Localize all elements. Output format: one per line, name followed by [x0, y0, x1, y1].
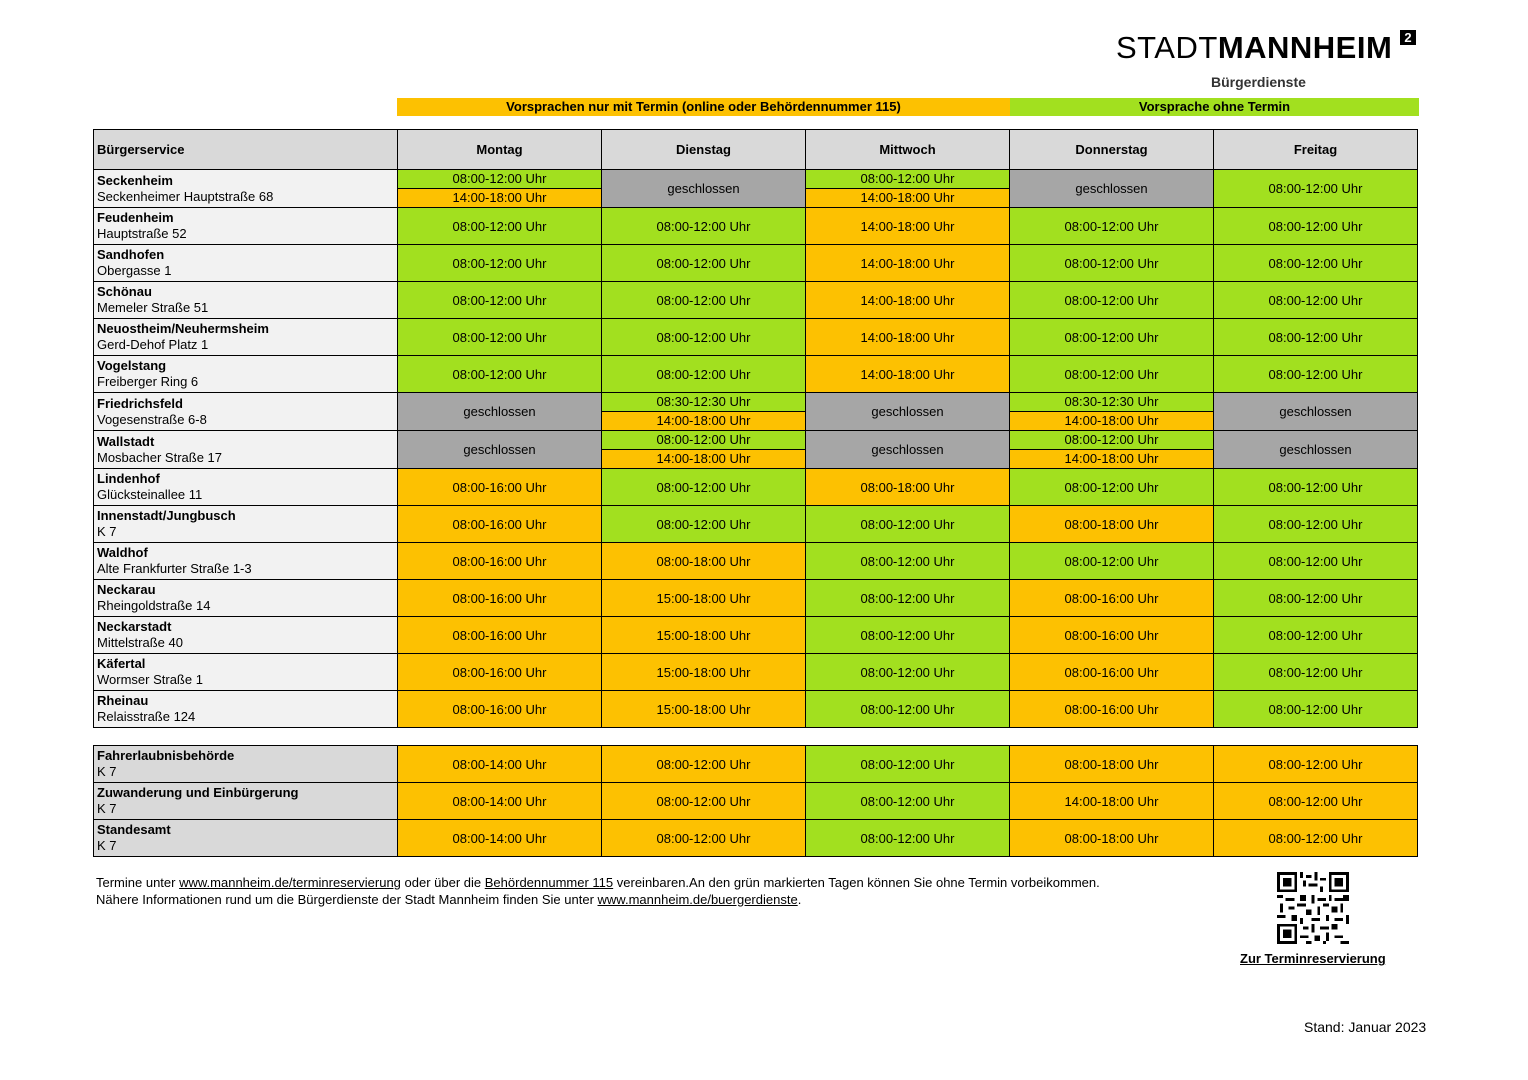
hours-cell: 08:00-12:00 Uhr — [1010, 356, 1214, 393]
closed-cell: geschlossen — [806, 393, 1010, 431]
location-cell — [94, 543, 398, 580]
hours-cell: 08:00-16:00 Uhr — [1010, 691, 1214, 728]
hours-cell: 15:00-18:00 Uhr — [602, 580, 806, 617]
hours-slot: 14:00-18:00 Uhr — [806, 188, 1009, 207]
hours-cell: 08:00-16:00 Uhr — [398, 469, 602, 506]
table-row — [94, 393, 1418, 431]
hours-cell: 08:00-12:00 Uhr — [602, 820, 806, 857]
location-name: Standesamt — [97, 822, 171, 837]
special-services-table — [93, 745, 1418, 857]
location-address: Obergasse 1 — [97, 263, 172, 278]
hours-cell: 08:00-18:00 Uhr — [806, 469, 1010, 506]
hours-cell: 08:00-12:00 Uhr — [398, 319, 602, 356]
hours-cell: 08:00-12:00 Uhr — [602, 245, 806, 282]
hours-cell: 08:00-12:00 Uhr — [806, 783, 1010, 820]
table-row — [94, 245, 1418, 282]
logo-superscript: 2 — [1400, 30, 1416, 45]
location-name: Vogelstang — [97, 358, 167, 373]
link-buergerdienste[interactable]: www.mannheim.de/buergerdienste — [597, 892, 798, 907]
location-address: Wormser Straße 1 — [97, 672, 203, 687]
location-address: Mittelstraße 40 — [97, 635, 183, 650]
hours-cell: 08:00-12:00 Uhr — [806, 617, 1010, 654]
table-row — [94, 469, 1418, 506]
table-row — [94, 506, 1418, 543]
location-name: Rheinau — [97, 693, 149, 708]
location-address: Memeler Straße 51 — [97, 300, 209, 315]
hours-cell: 08:00-12:00 Uhr — [1010, 543, 1214, 580]
footer-text: . — [797, 892, 802, 907]
hours-cell: 14:00-18:00 Uhr — [1010, 783, 1214, 820]
hours-cell: 08:00-12:00 Uhr — [806, 654, 1010, 691]
location-cell — [94, 617, 398, 654]
location-address: Hauptstraße 52 — [97, 226, 187, 241]
header-buergerservice: Bürgerservice — [94, 130, 398, 170]
hours-cell: 08:00-12:00 Uhr — [806, 580, 1010, 617]
location-address: K 7 — [97, 764, 117, 779]
footer-text: Nähere Informationen rund um die Bürgerdienste der Stadt Mannheim finden Sie unter — [96, 892, 598, 907]
hours-cell: 08:00-18:00 Uhr — [1010, 506, 1214, 543]
location-cell — [94, 820, 398, 857]
location-name: Fahrerlaubnisbehörde — [97, 748, 235, 763]
hours-cell-split — [398, 170, 602, 208]
status-date: Stand: Januar 2023 — [1304, 1019, 1427, 1035]
location-name: Feudenheim — [97, 210, 174, 225]
location-cell — [94, 783, 398, 820]
location-name: Neckarau — [97, 582, 156, 597]
hours-cell: 08:00-12:00 Uhr — [398, 356, 602, 393]
logo-wordmark — [1116, 30, 1426, 66]
hours-cell: 14:00-18:00 Uhr — [806, 245, 1010, 282]
link-behoerdennummer[interactable]: Behördennummer 115 — [484, 875, 614, 890]
qr-code-icon[interactable] — [1276, 872, 1350, 944]
legend-walk-in: Vorsprache ohne Termin — [1010, 98, 1419, 116]
location-name: Waldhof — [97, 545, 148, 560]
table-row — [94, 654, 1418, 691]
hours-cell: 08:00-16:00 Uhr — [398, 543, 602, 580]
location-cell — [94, 393, 398, 431]
closed-cell: geschlossen — [398, 431, 602, 469]
hours-cell: 08:00-12:00 Uhr — [1214, 820, 1418, 857]
logo-mannheim: MANNHEIM — [1217, 30, 1393, 65]
hours-cell: 08:00-16:00 Uhr — [1010, 617, 1214, 654]
hours-cell: 08:00-16:00 Uhr — [398, 654, 602, 691]
hours-cell: 08:00-14:00 Uhr — [398, 783, 602, 820]
location-address: Freiberger Ring 6 — [97, 374, 199, 389]
hours-cell: 08:00-12:00 Uhr — [1214, 356, 1418, 393]
hours-cell: 08:00-12:00 Uhr — [1010, 469, 1214, 506]
location-name: Sandhofen — [97, 247, 165, 262]
footer-text: vereinbaren.An den grün markierten Tagen können Sie ohne Termin vorbeikommen. — [613, 875, 1100, 890]
footer-text: oder über die — [400, 875, 485, 890]
table-row — [94, 820, 1418, 857]
location-cell — [94, 245, 398, 282]
hours-slot: 14:00-18:00 Uhr — [602, 411, 805, 430]
location-address: Seckenheimer Hauptstraße 68 — [97, 188, 274, 204]
hours-cell-split — [1010, 393, 1214, 431]
location-cell — [94, 469, 398, 506]
hours-slot: 14:00-18:00 Uhr — [398, 188, 601, 207]
hours-cell: 08:00-12:00 Uhr — [602, 356, 806, 393]
table-row — [94, 208, 1418, 245]
table-row — [94, 282, 1418, 319]
hours-cell: 08:00-12:00 Uhr — [1214, 617, 1418, 654]
location-cell — [94, 580, 398, 617]
hours-cell: 08:00-12:00 Uhr — [602, 469, 806, 506]
hours-cell-split — [806, 170, 1010, 208]
hours-cell: 14:00-18:00 Uhr — [806, 282, 1010, 319]
hours-slot: 08:30-12:30 Uhr — [1010, 393, 1213, 411]
location-address: Mosbacher Straße 17 — [97, 449, 223, 465]
closed-cell: geschlossen — [602, 170, 806, 208]
location-address: Alte Frankfurter Straße 1-3 — [97, 561, 252, 576]
closed-cell: geschlossen — [398, 393, 602, 431]
table-row — [94, 319, 1418, 356]
hours-cell: 08:00-12:00 Uhr — [806, 543, 1010, 580]
hours-cell: 08:00-12:00 Uhr — [1214, 170, 1418, 208]
hours-slot: 08:30-12:30 Uhr — [602, 393, 805, 411]
hours-cell: 08:00-12:00 Uhr — [1214, 783, 1418, 820]
location-address: Vogesenstraße 6-8 — [97, 411, 207, 427]
hours-cell: 14:00-18:00 Uhr — [806, 208, 1010, 245]
hours-cell: 08:00-18:00 Uhr — [602, 543, 806, 580]
location-address: Rheingoldstraße 14 — [97, 598, 211, 613]
table-row — [94, 356, 1418, 393]
hours-cell: 08:00-14:00 Uhr — [398, 820, 602, 857]
hours-cell: 08:00-18:00 Uhr — [1010, 820, 1214, 857]
link-terminreservierung[interactable]: www.mannheim.de/terminreservierung — [179, 875, 401, 890]
location-cell — [94, 319, 398, 356]
hours-cell: 08:00-12:00 Uhr — [1214, 282, 1418, 319]
hours-cell: 08:00-12:00 Uhr — [398, 245, 602, 282]
footer-line-1 — [96, 874, 1100, 891]
header-mittwoch: Mittwoch — [806, 130, 1010, 170]
hours-cell: 08:00-16:00 Uhr — [1010, 654, 1214, 691]
hours-cell: 08:00-16:00 Uhr — [398, 506, 602, 543]
location-cell — [94, 208, 398, 245]
location-address: K 7 — [97, 838, 117, 853]
hours-cell: 08:00-12:00 Uhr — [602, 783, 806, 820]
table-row — [94, 170, 1418, 208]
location-address: Relaisstraße 124 — [97, 709, 196, 724]
hours-cell: 08:00-12:00 Uhr — [1214, 543, 1418, 580]
location-cell — [94, 746, 398, 783]
closed-cell: geschlossen — [1214, 393, 1418, 431]
hours-slot: 14:00-18:00 Uhr — [1010, 411, 1213, 430]
location-name: Friedrichsfeld — [97, 395, 183, 411]
header-donnerstag: Donnerstag — [1010, 130, 1214, 170]
hours-cell: 14:00-18:00 Uhr — [806, 356, 1010, 393]
opening-hours-table — [93, 129, 1418, 728]
hours-cell: 08:00-12:00 Uhr — [806, 691, 1010, 728]
hours-cell: 08:00-12:00 Uhr — [1010, 245, 1214, 282]
hours-cell: 08:00-12:00 Uhr — [1214, 746, 1418, 783]
hours-cell-split — [1010, 431, 1214, 469]
closed-cell: geschlossen — [806, 431, 1010, 469]
hours-cell: 14:00-18:00 Uhr — [806, 319, 1010, 356]
hours-slot: 08:00-12:00 Uhr — [602, 431, 805, 449]
logo-subtitle: Bürgerdienste — [1211, 74, 1306, 90]
footer-text: Termine unter — [96, 875, 180, 890]
location-cell — [94, 431, 398, 469]
hours-cell: 08:00-12:00 Uhr — [602, 746, 806, 783]
hours-cell: 08:00-12:00 Uhr — [1010, 208, 1214, 245]
hours-cell: 08:00-16:00 Uhr — [398, 580, 602, 617]
footer-info — [96, 874, 1100, 908]
table-row — [94, 783, 1418, 820]
table-row — [94, 580, 1418, 617]
table-row — [94, 431, 1418, 469]
location-cell — [94, 691, 398, 728]
legend-appointment-only: Vorsprachen nur mit Termin (online oder Behördennummer 115) — [397, 98, 1010, 116]
table-row — [94, 543, 1418, 580]
hours-cell: 15:00-18:00 Uhr — [602, 617, 806, 654]
location-cell — [94, 282, 398, 319]
location-address: K 7 — [97, 524, 117, 539]
header-freitag: Freitag — [1214, 130, 1418, 170]
hours-slot: 08:00-12:00 Uhr — [398, 170, 601, 188]
hours-cell: 08:00-12:00 Uhr — [602, 208, 806, 245]
location-address: Glücksteinallee 11 — [97, 487, 203, 502]
hours-cell: 08:00-12:00 Uhr — [806, 746, 1010, 783]
location-address: Gerd-Dehof Platz 1 — [97, 337, 209, 352]
table-row — [94, 691, 1418, 728]
location-name: Zuwanderung und Einbürgerung — [97, 785, 299, 800]
header-montag: Montag — [398, 130, 602, 170]
hours-cell: 08:00-12:00 Uhr — [806, 506, 1010, 543]
location-name: Neuostheim/Neuhermsheim — [97, 321, 269, 336]
location-name: Lindenhof — [97, 471, 160, 486]
closed-cell: geschlossen — [1010, 170, 1214, 208]
hours-cell: 08:00-12:00 Uhr — [1214, 654, 1418, 691]
closed-cell: geschlossen — [1214, 431, 1418, 469]
location-name: Seckenheim — [97, 172, 173, 188]
footer-line-2 — [96, 891, 1100, 908]
hours-cell: 15:00-18:00 Uhr — [602, 654, 806, 691]
qr-link-terminreservierung[interactable]: Zur Terminreservierung — [1240, 951, 1386, 966]
location-cell — [94, 506, 398, 543]
hours-cell: 08:00-12:00 Uhr — [1214, 580, 1418, 617]
hours-cell: 08:00-12:00 Uhr — [398, 208, 602, 245]
hours-cell: 08:00-14:00 Uhr — [398, 746, 602, 783]
hours-slot: 08:00-12:00 Uhr — [1010, 431, 1213, 449]
hours-slot: 08:00-12:00 Uhr — [806, 170, 1009, 188]
hours-cell: 08:00-16:00 Uhr — [1010, 580, 1214, 617]
hours-cell: 08:00-12:00 Uhr — [1214, 208, 1418, 245]
hours-cell: 08:00-16:00 Uhr — [398, 691, 602, 728]
hours-cell: 08:00-12:00 Uhr — [1214, 691, 1418, 728]
location-name: Wallstadt — [97, 433, 155, 449]
location-address: K 7 — [97, 801, 117, 816]
hours-cell: 15:00-18:00 Uhr — [602, 691, 806, 728]
hours-cell: 08:00-12:00 Uhr — [1214, 506, 1418, 543]
location-name: Innenstadt/Jungbusch — [97, 508, 236, 523]
hours-cell: 08:00-12:00 Uhr — [1010, 319, 1214, 356]
location-cell — [94, 170, 398, 208]
hours-cell: 08:00-18:00 Uhr — [1010, 746, 1214, 783]
table-row — [94, 746, 1418, 783]
hours-cell: 08:00-12:00 Uhr — [602, 282, 806, 319]
hours-slot: 14:00-18:00 Uhr — [602, 449, 805, 468]
hours-slot: 14:00-18:00 Uhr — [1010, 449, 1213, 468]
hours-cell-split — [602, 431, 806, 469]
location-name: Neckarstadt — [97, 619, 172, 634]
hours-cell: 08:00-12:00 Uhr — [1214, 319, 1418, 356]
hours-cell: 08:00-16:00 Uhr — [398, 617, 602, 654]
table-row — [94, 617, 1418, 654]
location-name: Käfertal — [97, 656, 146, 671]
logo-stadt: STADT — [1116, 30, 1218, 65]
hours-cell: 08:00-12:00 Uhr — [398, 282, 602, 319]
hours-cell: 08:00-12:00 Uhr — [1214, 245, 1418, 282]
table-header-row — [94, 130, 1418, 170]
hours-cell: 08:00-12:00 Uhr — [1214, 469, 1418, 506]
hours-cell-split — [602, 393, 806, 431]
hours-cell: 08:00-12:00 Uhr — [806, 820, 1010, 857]
hours-cell: 08:00-12:00 Uhr — [602, 506, 806, 543]
header-dienstag: Dienstag — [602, 130, 806, 170]
hours-cell: 08:00-12:00 Uhr — [1010, 282, 1214, 319]
location-name: Schönau — [97, 284, 152, 299]
hours-cell: 08:00-12:00 Uhr — [602, 319, 806, 356]
location-cell — [94, 356, 398, 393]
location-cell — [94, 654, 398, 691]
stadt-mannheim-logo — [1116, 30, 1426, 94]
